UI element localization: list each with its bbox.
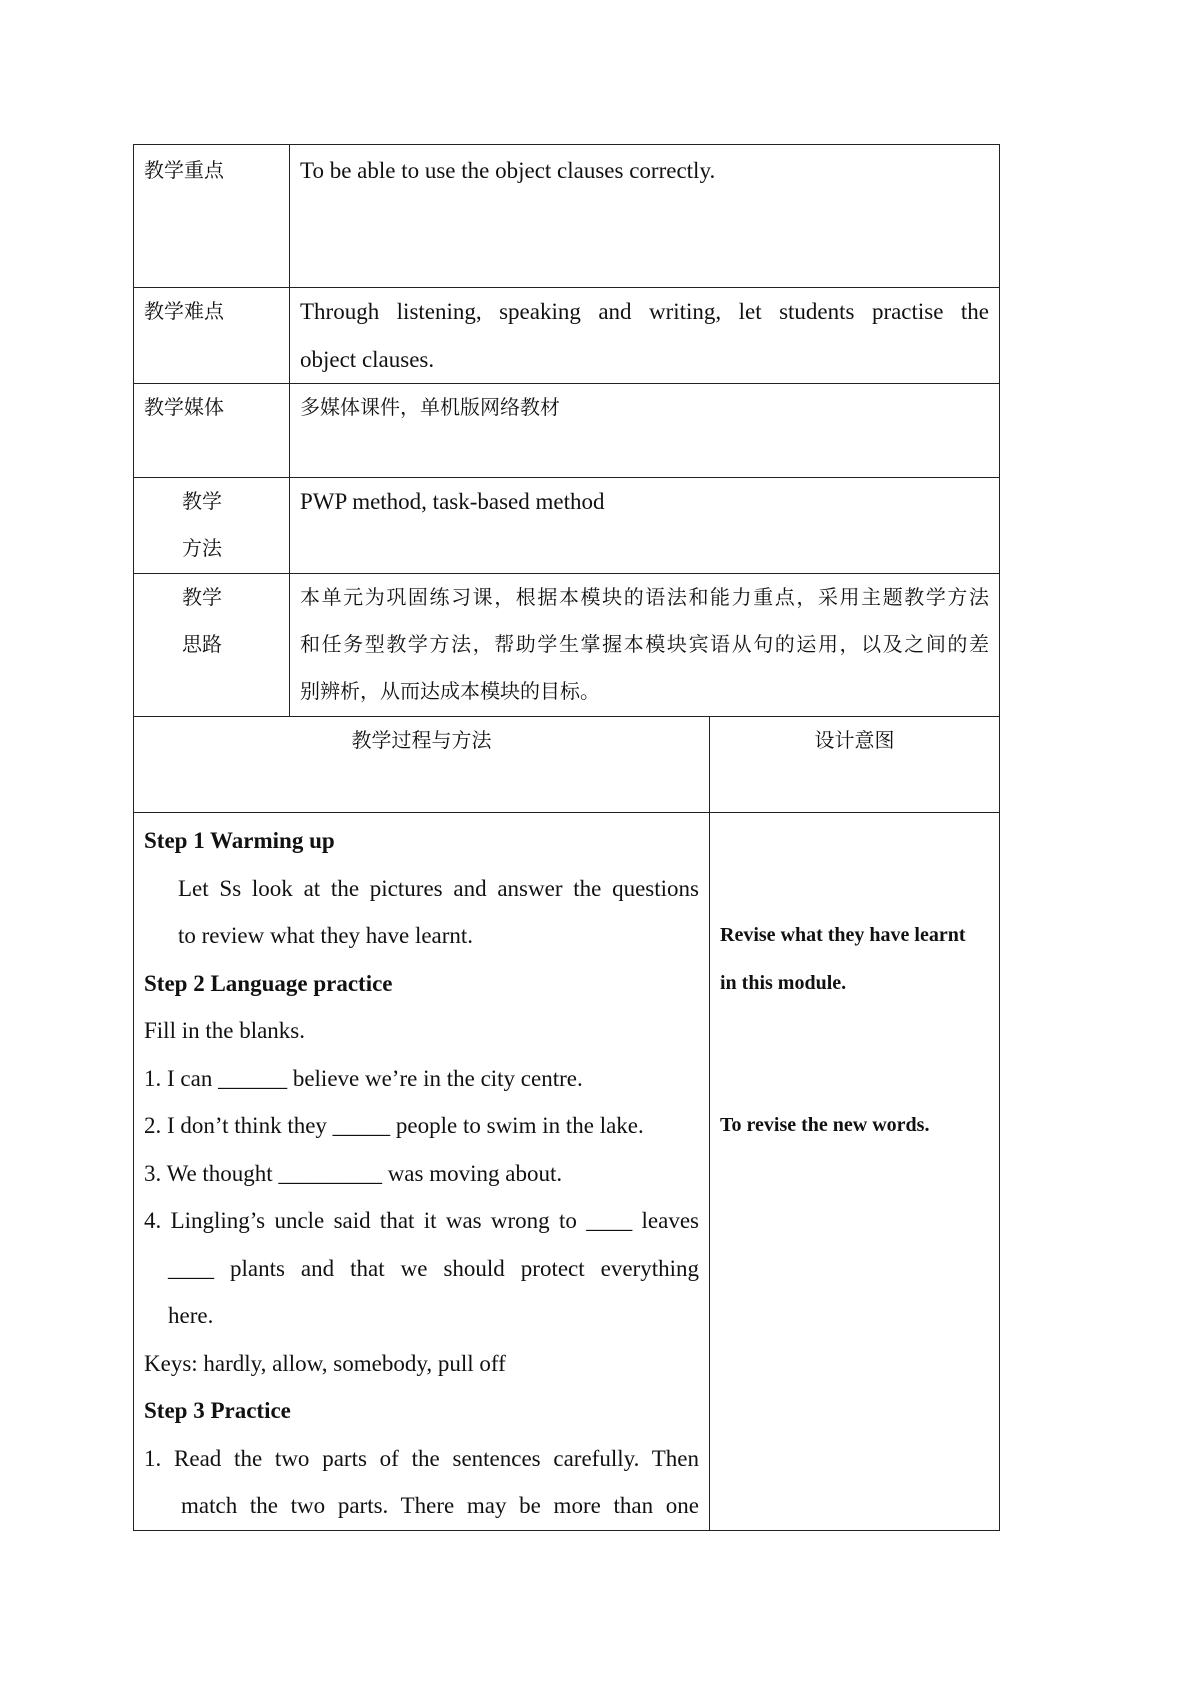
approach-line-3: 别辨析，从而达成本模块的目标。 xyxy=(300,679,600,703)
step3-title: Step 3 Practice xyxy=(144,1398,291,1423)
lesson-plan-table xyxy=(133,144,1000,1531)
difficult-point-label: 教学难点 xyxy=(134,288,290,384)
row-method xyxy=(134,478,1000,574)
process-header-left: 教学过程与方法 xyxy=(134,717,710,813)
process-cell xyxy=(134,813,710,1531)
key-point-content: To be able to use the object clauses correctly. xyxy=(290,145,1000,288)
approach-content xyxy=(290,574,1000,717)
intent-note-1-line-2: in this module. xyxy=(720,971,847,994)
intent-note-1-line-1: Revise what they have learnt xyxy=(720,924,966,946)
blank-item-3: 3. We thought _________ was moving about. xyxy=(144,1160,563,1186)
step1-title: Step 1 Warming up xyxy=(144,828,335,853)
method-label xyxy=(134,478,290,574)
intent-cell xyxy=(710,813,1000,1531)
process-header-right: 设计意图 xyxy=(710,717,1000,813)
lesson-plan-page xyxy=(133,144,999,1531)
difficult-point-content xyxy=(290,288,1000,384)
blank-item-1: 1. I can ______ believe we’re in the city centre. xyxy=(144,1065,583,1091)
row-process-header xyxy=(134,717,1000,813)
step3-line-2: match the two parts. There may be more than one xyxy=(181,1493,699,1518)
step1-line-2: to review what they have learnt. xyxy=(178,923,474,948)
media-content: 多媒体课件，单机版网络教材 xyxy=(290,384,1000,478)
row-difficult-point xyxy=(134,288,1000,384)
row-process xyxy=(134,813,1000,1531)
blank-item-4-line-2: ____ plants and that we should protect everything xyxy=(168,1255,699,1281)
blank-item-4-line-1: 4. Lingling’s uncle said that it was wrong to ____ leaves xyxy=(144,1208,699,1233)
key-point-label: 教学重点 xyxy=(134,145,290,288)
intent-note-2: To revise the new words. xyxy=(720,1114,930,1136)
approach-label-line-2: 思路 xyxy=(182,632,222,656)
step1-line-1: Let Ss look at the pictures and answer the questions xyxy=(178,875,699,901)
approach-line-2: 和任务型教学方法，帮助学生掌握本模块宾语从句的运用，以及之间的差 xyxy=(300,632,990,656)
step2-intro: Fill in the blanks. xyxy=(144,1018,305,1043)
row-approach xyxy=(134,574,1000,717)
row-media xyxy=(134,384,1000,478)
media-label: 教学媒体 xyxy=(134,384,290,478)
method-label-line-1: 教学 xyxy=(182,489,222,513)
difficult-point-line-2: object clauses. xyxy=(300,346,435,372)
keys-line: Keys: hardly, allow, somebody, pull off xyxy=(144,1350,506,1376)
step3-line-1: 1. Read the two parts of the sentences carefully. Then xyxy=(144,1445,699,1471)
approach-line-1: 本单元为巩固练习课，根据本模块的语法和能力重点，采用主题教学方法 xyxy=(300,585,990,609)
method-content: PWP method, task-based method xyxy=(290,478,1000,574)
blank-item-4-line-3: here. xyxy=(168,1303,214,1328)
approach-label-line-1: 教学 xyxy=(182,585,222,609)
row-key-point xyxy=(134,145,1000,288)
difficult-point-line-1: Through listening, speaking and writing, let students practise the xyxy=(300,299,990,324)
step2-title: Step 2 Language practice xyxy=(144,970,393,996)
approach-label xyxy=(134,574,290,717)
blank-item-2: 2. I don’t think they _____ people to swim in the lake. xyxy=(144,1113,644,1138)
method-label-line-2: 方法 xyxy=(182,536,222,560)
